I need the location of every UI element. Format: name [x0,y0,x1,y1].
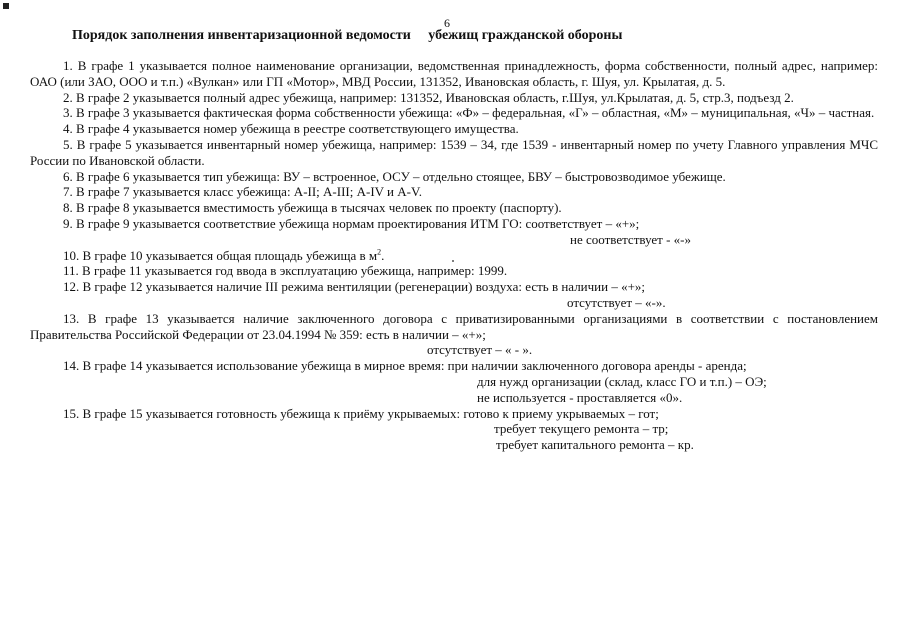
item-1: 1. В графе 1 указывается полное наименование организации, ведомственная принадлежность, форма собственности, полный адрес, например: ОАО (или ЗАО, ООО и т.п.) «Вулкан» или ГП «Мотор», МВД России, 131352, Ивановская область, г. Шуя, ул. Крылатая, д. 5. [30,58,878,89]
item-15-continuation-2: требует капитального ремонта – кр. [496,437,694,453]
item-4: 4. В графе 4 указывается номер убежища в реестре соответствующего имущества. [63,121,519,137]
item-14: 14. В графе 14 указывается использование убежища в мирное время: при наличии заключенного договора аренды - аренда; [63,358,747,374]
item-8: 8. В графе 8 указывается вместимость убежища в тысячах человек по проекту (паспорту). [63,200,562,216]
item-6: 6. В графе 6 указывается тип убежища: ВУ – встроенное, ОСУ – отдельно стоящее, БВУ – быстровозводимое убежище. [63,168,726,184]
item-10 [30,248,878,264]
item-10-text: 10. В графе 10 указывается общая площадь убежища в м [63,247,378,263]
page-number: 6 [444,16,450,30]
item-13: 13. В графе 13 указывается наличие заключенного договора с приватизированными организациями в соответствии с постановлением Правительства Российской Федерации от 23.04.1994 № 359: есть в наличии – «+»; [30,310,878,342]
item-14-continuation-2: не используется - проставляется «0». [477,389,683,405]
item-14-continuation-1: для нужд организации (склад, класс ГО и т.п.) – ОЭ; [477,373,767,389]
document-body [30,58,878,453]
item-10-end: . [381,247,385,263]
page-title: Порядок заполнения инвентаризационной ведомости убежищ гражданской обороны [72,28,623,43]
item-9-continuation: не соответствует - «-» [570,231,692,247]
item-3: 3. В графе 3 указывается фактическая форма собственности убежища: «Ф» – федеральная, «Г» – областная, «М» – муниципальная, «Ч» – частная. [63,105,875,121]
item-5: 5. В графе 5 указывается инвентарный номер убежища, например: 1539 – 34, где 1539 - инвентарный номер по учету Главного управления МЧС России по Ивановской области. [30,136,878,168]
item-15: 15. В графе 15 указывается готовность убежища к приёму укрываемых: готово к приему укрываемых – гот; [63,405,659,421]
item-12-continuation: отсутствует – «-». [567,294,666,310]
scan-speck [452,260,454,262]
item-12: 12. В графе 12 указывается наличие III режима вентиляции (регенерации) воздуха: есть в наличии – «+»; [63,279,646,295]
item-9: 9. В графе 9 указывается соответствие убежища нормам проектирования ИТМ ГО: соответствует – «+»; [63,215,640,231]
item-10-superscript: 2 [377,247,382,257]
item-2: 2. В графе 2 указывается полный адрес убежища, например: 131352, Ивановская область, г.Шуя, ул.Крылатая, д. 5, стр.3, подъезд 2. [63,89,794,105]
item-13-continuation: отсутствует – « - ». [427,342,533,358]
item-11: 11. В графе 11 указывается год ввода в эксплуатацию убежища, например: 1999. [63,263,508,279]
scan-corner-mark [3,3,9,9]
item-7: 7. В графе 7 указывается класс убежища: А-II; А-III; А-IV и А-V. [63,184,422,200]
item-15-continuation-1: требует текущего ремонта – тр; [494,421,669,437]
